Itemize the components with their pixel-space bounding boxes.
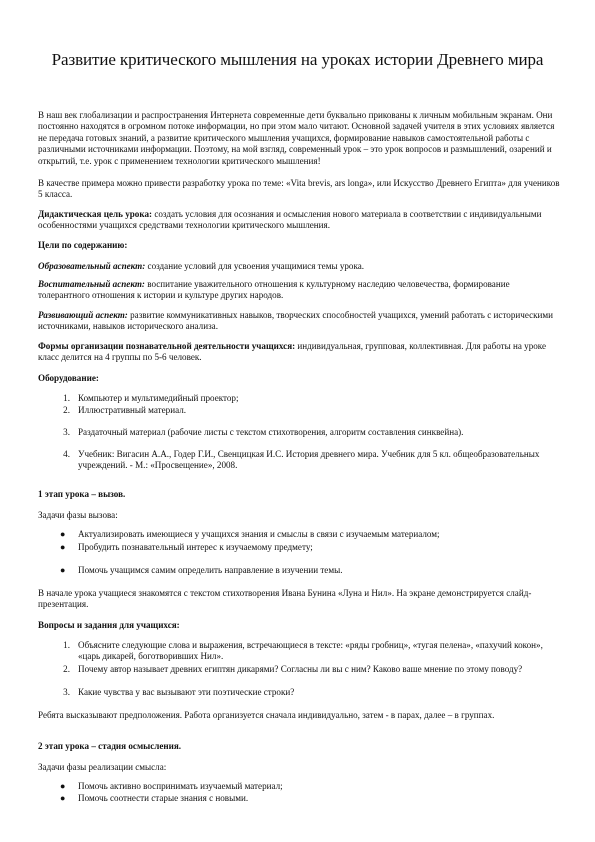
- equipment-heading: Оборудование:: [38, 373, 99, 383]
- bullet-icon: ●: [60, 565, 66, 575]
- questions-heading: Вопросы и задания для учащихся:: [38, 620, 180, 630]
- developing-aspect-text: развитие коммуникативных навыков, творческих способностей учащихся, умений работать с историческими источниками, навыков исторического анализа.: [38, 310, 554, 332]
- didactic-goal-label: Дидактическая цель урока:: [38, 209, 153, 219]
- developing-aspect-paragraph: [38, 310, 560, 333]
- stage1-heading: 1 этап урока – вызов.: [38, 489, 126, 499]
- forms-paragraph: [38, 341, 560, 364]
- stage1-tasks-label: Задачи фазы вызова:: [38, 510, 118, 520]
- educational-aspect-label: Образовательный аспект:: [38, 261, 146, 271]
- forms-label: Формы организации познавательной деятельности учащихся:: [38, 341, 296, 351]
- bullet-icon: ●: [60, 529, 66, 539]
- forms-text: индивидуальная, групповая, коллективная. Для работы на уроке класс делится на 4 группы по 5-6 человек.: [38, 341, 547, 363]
- upbringing-aspect-label: Воспитательный аспект:: [38, 279, 145, 289]
- work-paragraph: Ребята высказывают предположения. Работа организуется сначала индивидуально, затем - в парах, далее – в группах.: [38, 710, 495, 720]
- stage2-heading: 2 этап урока – стадия осмысления.: [38, 741, 182, 751]
- stage2-tasks-label: Задачи фазы реализации смысла:: [38, 762, 167, 772]
- bullet-icon: ●: [60, 781, 66, 791]
- upbringing-aspect-paragraph: [38, 279, 560, 302]
- didactic-goal-paragraph: [38, 209, 560, 232]
- developing-aspect-label: Развивающий аспект:: [38, 310, 128, 320]
- educational-aspect-paragraph: [38, 261, 560, 272]
- goals-heading: Цели по содержанию:: [38, 240, 128, 250]
- bullet-icon: ●: [60, 542, 66, 552]
- bullet-icon: ●: [60, 793, 66, 803]
- document-page: Развитие критического мышления на уроках истории Древнего мира В наш век глобализации и распространения Интернета современные дети буквально прикованы к личным мобильным экранам. Они постоянно находятся в огромном потоке информации, но при этом мало читают. Основной задачей учителя в этих условиях является не передача готовых знаний, а развитие критического мышления учащихся, формирование навыков самостоятельной работы с различными источниками информации. Поэтому, на мой взгляд, современный урок – это урок вопросов и размышлений, озарений и открытий, т.е. урок с применением технологии критического мышления! В качестве примера можно привести разработку урока по теме: «Vita brevis, ars longa», или Искусство Древнего Египта» для учеников 5 класса. Дидактическая цель урока: создать условия для осознания и осмысления нового материала в соответствии с индивидуальными особенностями учащихся средствами технологии критического мышления. Цели по содержанию: Образовательный аспект: создание условий для усвоения учащимися темы урока. Воспитательный аспект: воспитание уважительного отношения к культурному наследию человечества, формирование толерантного отношения к истории и культуре других народов. Развивающий аспект: развитие коммуникативных навыков, творческих способностей учащихся, умений работать с историческими источниками, навыков исторического анализа. Формы организации познавательной деятельности учащихся: индивидуальная, групповая, коллективная. Для работы на уроке класс делится на 4 группы по 5-6 человек. Оборудование: 1. Компьютер и мультимедийный проектор; 2. Иллюстративный материал. 3. Раздаточный материал (рабочие листы с текстом стихотворения, алгоритм составления синквейна). 4. Учебник: Вигасин А.А., Годер Г.И., Свенцицкая И.С. История древнего мира. Учебник для 5 кл. общеобразовательных учреждений. - М.: «Просвещение», 2008. 1 этап урока – вызов. Задачи фазы вызова: ● Актуализировать имеющиеся у учащихся знания и смыслы в связи с изучаемым материалом; ● Пробудить познавательный интерес к изучаемому предмету; ● Помочь учащимся самим определить направление в изучении темы. В начале урока учащиеся знакомятся с текстом стихотворения Ивана Бунина «Луна и Нил». На экране демонстрируется слайд-презентация. Вопросы и задания для учащихся: 1. Объясните следующие слова и выражения, встречающиеся в тексте: «ряды гробниц», «тугая пелена», «пахучий кокон», «царь дикарей, боготворивших Нил». 2. Почему автор называет древних египтян дикарями? Согласны ли вы с ним? Каково ваше мнение по этому поводу? 3. Какие чувства у вас вызывают эти поэтические строки? Ребята высказывают предположения. Работа организуется сначала индивидуально, затем - в парах, далее – в группах. 2 этап урока – стадия осмысления. Задачи фазы реализации смысла: ● Помочь активно воспринимать изучаемый материал; ● Помочь соотнести старые знания с новыми.: [0, 0, 595, 842]
- example-paragraph: В качестве примера можно привести разработку урока по теме: «Vita brevis, ars longa», или Искусство Древнего Египта» для учеников 5 класса.: [38, 178, 560, 200]
- stage1-paragraph: В начале урока учащиеся знакомятся с текстом стихотворения Ивана Бунина «Луна и Нил». На экране демонстрируется слайд-презентация.: [38, 588, 532, 610]
- upbringing-aspect-text: воспитание уважительного отношения к культурному наследию человечества, формирование толерантного отношения к истории и культуре других народов.: [38, 279, 510, 301]
- educational-aspect-text: создание условий для усвоения учащимися темы урока.: [145, 261, 365, 271]
- didactic-goal-text: создать условия для осознания и осмысления нового материала в соответствии с индивидуальными особенностями учащихся средствами технологии критического мышления.: [38, 209, 542, 231]
- intro-paragraph: В наш век глобализации и распространения Интернета современные дети буквально прикованы к личным мобильным экранам. Они постоянно находятся в огромном потоке информации, но при этом мало читают. Основной задачей учителя в этих условиях является не передача готовых знаний, а развитие критического мышления учащихся, формирование навыков самостоятельной работы с различными источниками информации. Поэтому, на мой взгляд, современный урок – это урок вопросов и размышлений, озарений и открытий, т.е. урок с применением технологии критического мышления!: [38, 110, 555, 166]
- document-title: Развитие критического мышления на уроках истории Древнего мира: [51, 50, 544, 69]
